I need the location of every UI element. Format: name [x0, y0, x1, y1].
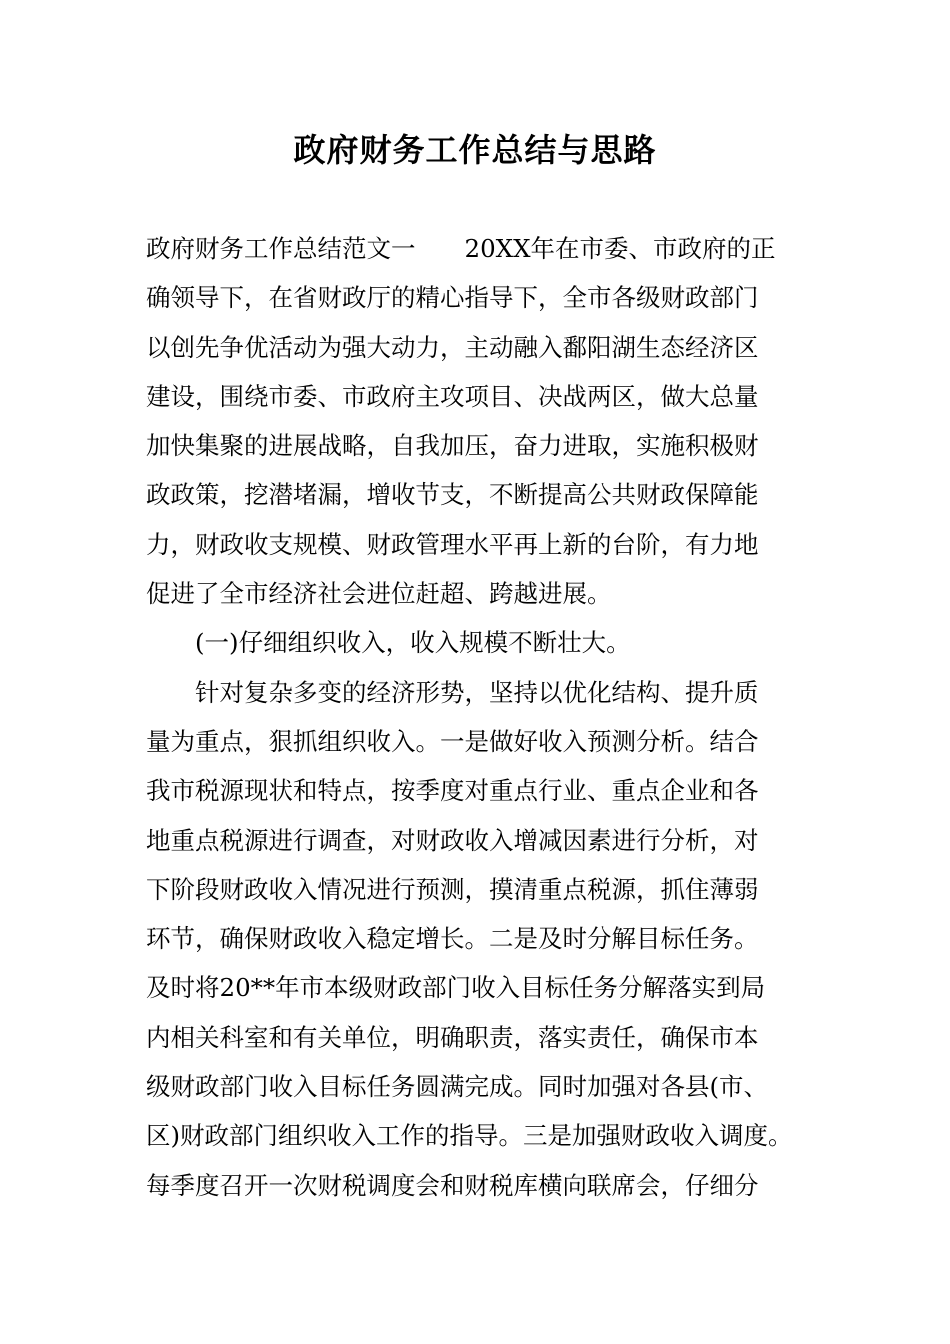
document-title: 政府财务工作总结与思路 [293, 131, 657, 169]
body-line: 下阶段财政收入情况进行预测，摸清重点税源，抓住薄弱 [146, 874, 759, 904]
body-line: 力，财政收支规模、财政管理水平再上新的台阶，有力地 [146, 529, 759, 559]
body-line: 以创先争优活动为强大动力，主动融入鄱阳湖生态经济区 [146, 332, 759, 362]
body-line: 每季度召开一次财税调度会和财税库横向联席会，仔细分 [146, 1170, 759, 1200]
body-line: 针对复杂多变的经济形势，坚持以优化结构、提升质 [146, 677, 759, 707]
body-line: 地重点税源进行调查，对财政收入增减因素进行分析，对 [146, 825, 759, 855]
body-line: 内相关科室和有关单位，明确职责，落实责任，确保市本 [146, 1022, 759, 1052]
body-line: 政政策，挖潜堵漏，增收节支，不断提高公共财政保障能 [146, 480, 759, 510]
body-line: 加快集聚的进展战略，自我加压，奋力进取，实施积极财 [146, 431, 759, 461]
section-heading: (一)仔细组织收入，收入规模不断壮大。 [146, 628, 631, 658]
body-line: 级财政部门收入目标任务圆满完成。同时加强对各县(市、 [146, 1072, 769, 1102]
body-line: 促进了全市经济社会进位赶超、跨越进展。 [146, 579, 612, 609]
body-line: 区)财政部门组织收入工作的指导。三是加强财政收入调度。 [146, 1121, 793, 1151]
body-line: 我市税源现状和特点，按季度对重点行业、重点企业和各 [146, 776, 759, 806]
body-line: 环节，确保财政收入稳定增长。二是及时分解目标任务。 [146, 924, 759, 954]
body-line: 建设，围绕市委、市政府主攻项目、决战两区，做大总量 [146, 381, 759, 411]
document-body [146, 224, 836, 1210]
body-line: 量为重点，狠抓组织收入。一是做好收入预测分析。结合 [146, 726, 759, 756]
body-line: 确领导下，在省财政厅的精心指导下，全市各级财政部门 [146, 283, 759, 313]
body-line: 政府财务工作总结范文一 20XX年在市委、市政府的正 [146, 234, 776, 263]
body-line: 及时将20**年市本级财政部门收入目标任务分解落实到局 [146, 973, 766, 1003]
